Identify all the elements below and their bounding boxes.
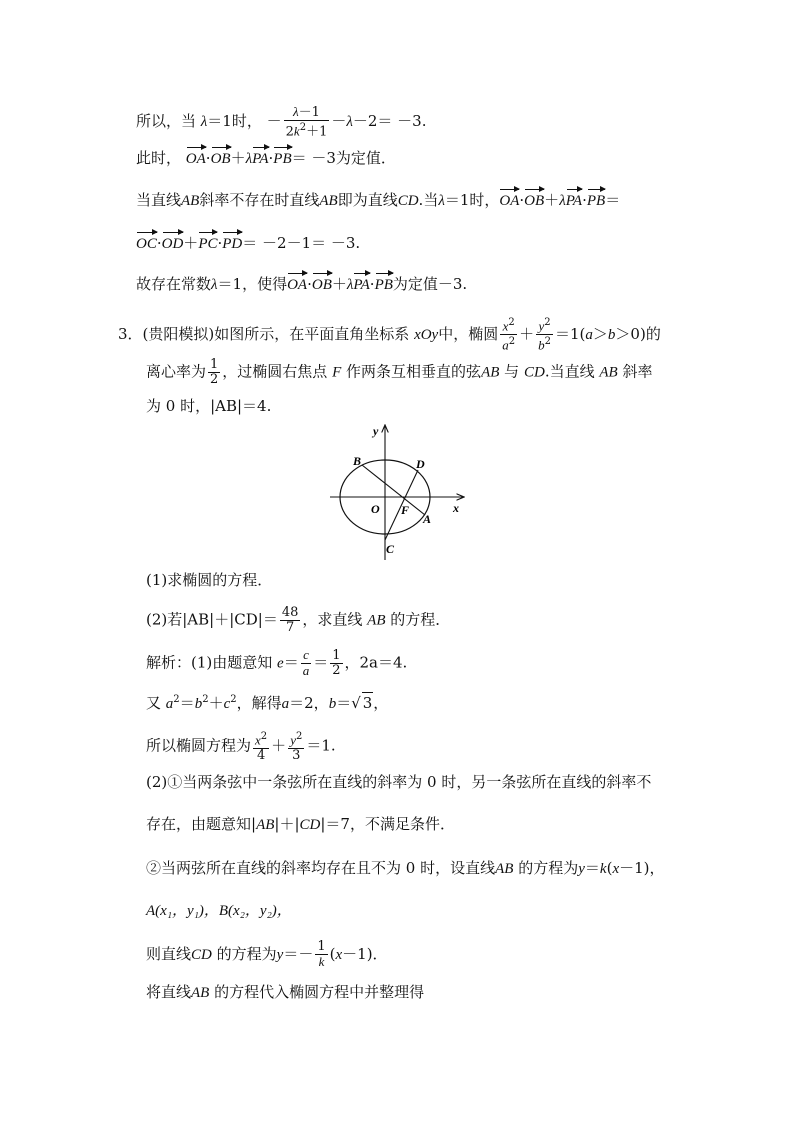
solution-line-1: 解析：(1)由题意知 e＝ $\frac{c}{a}$ ＝ $\frac{1}{2}$ ，2a＝4. <box>146 647 408 678</box>
text-line-4: OC·OD＋PC·PD＝ －2－1＝ －3. <box>136 234 361 252</box>
text: 的 <box>645 324 661 343</box>
solution-line-7 <box>146 900 292 921</box>
solution-line-8: 则直线CD 的方程为y＝－ $\frac{1}{k}$ (x－1)． <box>146 939 388 969</box>
text: 如图所示，在平面直角坐标系 <box>214 324 410 343</box>
text: 所以，当 <box>136 112 197 131</box>
solution-line-6: ②当两弦所在直线的斜率均存在且不为 0 时，设直线AB 的方程为y＝k(x－1)， <box>146 859 665 877</box>
text: ，解得 <box>236 694 282 712</box>
label-c: C <box>386 542 395 556</box>
text: (2)①当两条弦中一条弦所在直线的斜率为 0 时，另一条弦所在直线的斜率不 <box>146 773 652 791</box>
text: ，使得 <box>242 275 288 293</box>
solution-line-2: 又 $a^2=b^2+c^2$，解得a＝2，b＝√ 3， <box>146 694 389 712</box>
text: 为 0 时，|AB|＝4. <box>146 397 272 415</box>
text: 作两条互相垂直的弦 <box>346 362 482 381</box>
text: 存在，由题意知 <box>146 815 252 833</box>
text: 解析：(1)由题意知 <box>146 653 273 672</box>
ellipse-figure <box>325 420 475 565</box>
text: 将直线 <box>146 983 192 1001</box>
solution-line-5: 存在，由题意知|AB|＋|CD|＝7，不满足条件． <box>146 815 455 833</box>
problem-3-line-1: 3．(贵阳模拟)如图所示，在平面直角坐标系 xOy中，椭圆 $\frac{x^2}{a^2}$ ＋ $\frac{y^2}{b^2}$ ＝1(a＞b＞0)的 <box>118 317 661 353</box>
text: ，求直线 <box>302 610 363 629</box>
problem-3-line-2: 离心率为 $\frac{1}{2}$ ，过椭圆右焦点 F 作两条互相垂直的弦AB 与 CD.当直线 AB 斜率 <box>146 357 653 387</box>
problem-number: 3． <box>118 324 143 343</box>
text: 所以椭圆方程为 <box>146 736 252 755</box>
text: ＝ －2－1＝ －3. <box>242 234 361 252</box>
text: .当直线 <box>544 362 595 381</box>
text: 又 <box>146 694 162 712</box>
text: 当直线 <box>136 191 182 209</box>
question-2: (2)若|AB|＋|CD|＝ $\frac{48}{7}$ ，求直线 AB 的方程． <box>146 605 451 635</box>
label-f: F <box>401 503 410 517</box>
source: (贵阳模拟) <box>142 324 215 343</box>
label-x: x <box>453 501 459 515</box>
text: 为定值． <box>335 149 396 167</box>
text: (1)求椭圆的方程． <box>146 571 273 589</box>
label-o: O <box>371 502 380 516</box>
text-line-3: 当直线AB斜率不存在时直线AB即为直线CD.当λ＝1时，OA·OB＋λPA·PB＝ <box>136 191 621 209</box>
solution-line-4 <box>146 772 651 792</box>
text: 即为直线 <box>337 191 398 209</box>
text: 时， <box>469 191 500 209</box>
text-line-5: 故存在常数λ＝1，使得OA·OB＋λPA·PB为定值－3. <box>136 275 468 293</box>
text: 斜率 <box>622 362 653 381</box>
solution-line-9: 将直线AB 的方程代入椭圆方程中并整理得 <box>146 983 425 1001</box>
text: 为定值－3. <box>392 275 468 293</box>
text: 则直线 <box>146 945 192 963</box>
solution-line-3: 所以椭圆方程为 $\frac{x^2}{4}$ ＋ $\frac{y^2}{3}$ ＝1. <box>146 731 336 764</box>
text: A(x₁，y₁)，B(x₂，y₂)， <box>146 903 292 919</box>
text: (2)若|AB|＋|CD|＝ <box>146 610 278 629</box>
label-a: A <box>423 512 432 526</box>
text: ，过椭圆右焦点 <box>222 362 328 381</box>
label-b: B <box>353 454 362 468</box>
problem-3-line-3 <box>146 396 271 416</box>
text: 此时， <box>136 149 182 167</box>
text: 的方程为 <box>216 945 277 963</box>
text: 的方程． <box>390 610 451 629</box>
text: ，不满足条件． <box>349 815 455 833</box>
text: 时， <box>231 112 262 131</box>
label-y: y <box>373 424 379 438</box>
text-line-2: 此时， OA·OB＋λPA·PB＝ －3为定值． <box>136 149 396 167</box>
text-line-1: 所以，当 λ＝1时， － $\frac{\lambda-1}{2k^2+1}$ －λ－2＝ －3. <box>136 104 427 140</box>
text: 中，椭圆 <box>438 324 499 343</box>
text: 与 <box>504 362 520 381</box>
question-1 <box>146 570 272 590</box>
label-d: D <box>416 457 425 471</box>
text: .当 <box>418 191 439 209</box>
text: 的方程为 <box>518 859 579 877</box>
text: 的方程代入椭圆方程中并整理得 <box>214 983 425 1001</box>
text: 离心率为 <box>146 362 207 381</box>
text: ，2a＝4. <box>344 653 408 672</box>
text: 故存在常数 <box>136 275 212 293</box>
text: 斜率不存在时直线 <box>199 191 320 209</box>
text: ②当两弦所在直线的斜率均存在且不为 0 时，设直线 <box>146 859 496 877</box>
